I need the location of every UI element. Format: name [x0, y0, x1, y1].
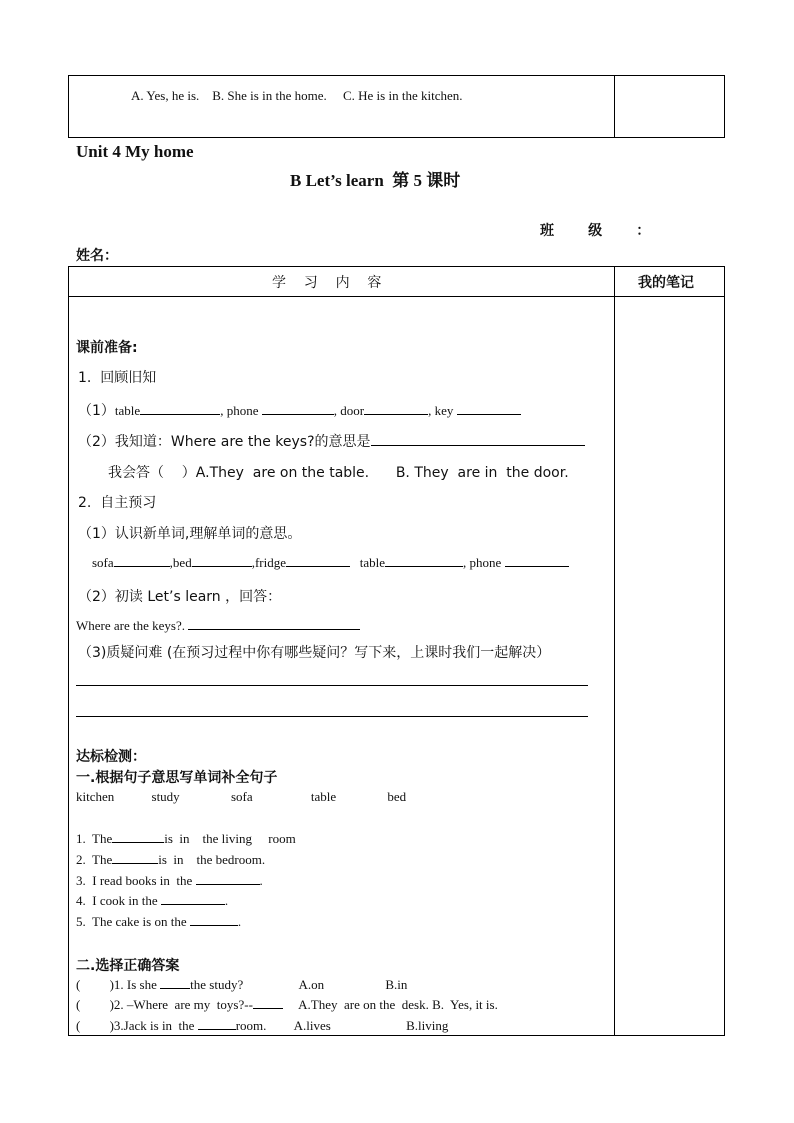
- answer-blank[interactable]: [385, 555, 463, 567]
- item-prefix: （1）: [78, 403, 115, 419]
- prep-heading: 课前准备:: [76, 340, 138, 356]
- word-door: door: [340, 403, 365, 418]
- word-phone: phone: [469, 555, 502, 570]
- fill-item-text: is in the bedroom.: [158, 852, 266, 867]
- word-bed: bed: [172, 555, 192, 570]
- new-words-line: sofa ,bed ,fridge table , phone: [92, 555, 569, 571]
- fill-item-text: 3. I read books in the: [76, 873, 193, 888]
- word-bank-item: table: [310, 789, 337, 804]
- answer-blank[interactable]: [112, 852, 158, 864]
- answer-blank[interactable]: [364, 403, 428, 415]
- fill-item-text: 4. I cook in the: [76, 893, 158, 908]
- preview-title: 2. 自主预习: [78, 495, 157, 511]
- word-bank-item: study: [151, 789, 180, 804]
- choice-item-text: )1. Is she: [109, 977, 157, 992]
- answer-choice-line: 我会答（ ）A.They are on the table. B. They are in the door.: [108, 465, 569, 481]
- option-b: B.in: [385, 977, 408, 992]
- previous-answer-options: A. Yes, he is. B. She is in the home. C. He is in the kitchen.: [131, 88, 463, 103]
- fill-item-text: .: [259, 873, 263, 888]
- answer-paren[interactable]: (: [76, 997, 110, 1012]
- fill-item: [76, 893, 228, 909]
- keys-question: [76, 618, 360, 634]
- fill-item: [76, 831, 296, 847]
- fill-item-text: .: [237, 914, 242, 929]
- choice-item-text: )2. –Where are my toys?--: [109, 997, 253, 1012]
- test-heading: 达标检测：: [76, 749, 146, 765]
- option-b: B. Yes, it is.: [432, 997, 498, 1012]
- choice-item-text: )3.Jack is in the: [109, 1018, 195, 1033]
- answer-blank[interactable]: [286, 555, 350, 567]
- meaning-question-text: （2）我知道：Where are the keys?的意思是: [78, 434, 371, 450]
- fill-item-text: 5. The cake is on the: [76, 914, 187, 929]
- fill-item-text: is in the living room: [164, 831, 296, 846]
- answer-blank[interactable]: [188, 618, 360, 630]
- fill-item: [76, 914, 241, 930]
- word-bank-item: kitchen: [76, 789, 115, 804]
- answer-paren[interactable]: (: [76, 1018, 110, 1033]
- fill-item: [76, 873, 263, 889]
- word-table: table: [114, 403, 141, 418]
- writing-line[interactable]: [76, 685, 588, 686]
- answer-blank[interactable]: [253, 997, 283, 1009]
- answer-blank[interactable]: [262, 403, 334, 415]
- review-word-line: （1）table , phone , door , key: [78, 400, 521, 420]
- read-instruction: （2）初读 Let’s learn ，回答：: [78, 589, 282, 605]
- content-column-header: 学 习 内 容: [272, 275, 382, 291]
- unit-title: Unit 4 My home: [76, 142, 194, 161]
- previous-table-divider: [614, 75, 615, 138]
- answer-blank[interactable]: [196, 873, 260, 885]
- fill-item-text: 2. The: [76, 852, 113, 867]
- answer-blank[interactable]: [371, 434, 585, 446]
- questions-instruction: （3)质疑问难 (在预习过程中你有哪些疑问？写下来，上课时我们一起解决）: [78, 645, 551, 661]
- answer-blank[interactable]: [198, 1018, 236, 1030]
- answer-blank[interactable]: [112, 831, 164, 843]
- answer-blank[interactable]: [161, 893, 225, 905]
- meaning-question: [78, 431, 585, 451]
- review-title: 1. 回顾旧知: [78, 370, 157, 386]
- answer-blank[interactable]: [457, 403, 521, 415]
- word-bank-item: bed: [387, 789, 407, 804]
- word-bank: [76, 789, 406, 805]
- answer-blank[interactable]: [190, 914, 238, 926]
- option-a: A.They are on the desk.: [298, 997, 429, 1012]
- answer-blank[interactable]: [140, 403, 220, 415]
- previous-table: [68, 75, 725, 138]
- choice-item: [76, 977, 407, 993]
- writing-line[interactable]: [76, 716, 588, 717]
- notes-column-divider: [614, 266, 615, 1036]
- new-words-instruction: （1）认识新单词,理解单词的意思。: [78, 526, 302, 542]
- section1-title: 一.根据句子意思写单词补全句子: [76, 770, 278, 786]
- word-table: table: [359, 555, 386, 570]
- name-label: 姓名：: [76, 248, 118, 264]
- choice-item: [76, 1018, 448, 1034]
- choice-item-text: the study?: [190, 977, 244, 992]
- word-bank-item: sofa: [230, 789, 253, 804]
- answer-blank[interactable]: [505, 555, 569, 567]
- word-key: key: [434, 403, 454, 418]
- notes-column-header: 我的笔记: [638, 275, 694, 291]
- answer-blank[interactable]: [192, 555, 252, 567]
- fill-item: [76, 852, 265, 868]
- fill-item-text: .: [224, 893, 229, 908]
- word-sofa: sofa: [92, 555, 114, 570]
- table-header-divider: [68, 296, 725, 297]
- class-label: 班 级 ：: [540, 223, 651, 239]
- fill-item-text: 1. The: [76, 831, 113, 846]
- option-a: A.lives: [293, 1018, 331, 1033]
- keys-question-text: Where are the keys?.: [76, 618, 185, 633]
- answer-blank[interactable]: [114, 555, 170, 567]
- option-a: A.on: [298, 977, 325, 992]
- choice-item-text: room.: [235, 1018, 267, 1033]
- word-fridge: fridge: [254, 555, 286, 570]
- word-phone: phone: [226, 403, 259, 418]
- answer-blank[interactable]: [160, 977, 190, 989]
- lesson-title: B Let’s learn 第 5 课时: [290, 171, 461, 190]
- section2-title: 二.选择正确答案: [76, 958, 180, 974]
- answer-paren[interactable]: (: [76, 977, 110, 992]
- choice-item: [76, 997, 498, 1013]
- option-b: B.living: [406, 1018, 449, 1033]
